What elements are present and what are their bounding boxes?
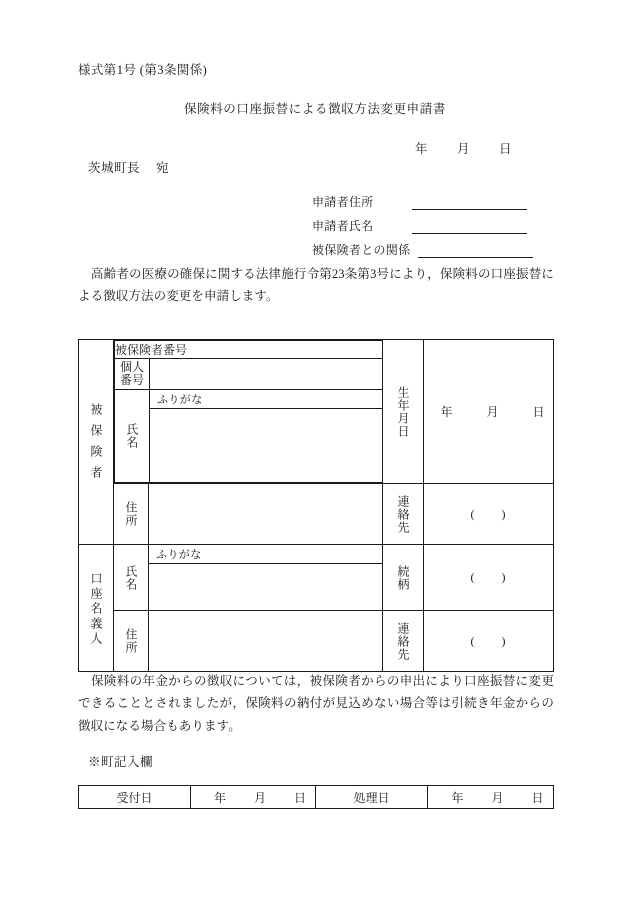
office-use-table [78, 785, 554, 809]
reception-date-label-text: 受付日 [116, 790, 153, 805]
relationship-input[interactable] [424, 545, 554, 611]
applicant-name-label: 申請者氏名 [312, 219, 374, 233]
insured-contact-label-cell [383, 484, 424, 545]
account-holder-name-input[interactable] [149, 564, 382, 606]
account-holder-furigana-label[interactable]: ふりがな [149, 545, 382, 564]
birth-date-value-cell[interactable] [424, 340, 554, 484]
account-holder-contact-label: 連絡先 [396, 621, 410, 661]
reception-date-input[interactable] [191, 786, 316, 809]
relationship-label: 続柄 [396, 564, 410, 591]
date-month-label: 月 [457, 142, 470, 156]
account-holder-address-label-cell [114, 611, 149, 672]
date-line [415, 139, 512, 157]
insured-contact-paren-open: ( [470, 506, 476, 521]
applicant-relationship-label: 被保険者との関係 [312, 243, 411, 257]
account-holder-contact-label-cell [383, 611, 424, 672]
reception-date-label [79, 786, 191, 809]
birth-date-label-cell [383, 340, 424, 484]
addressee-suffix: 宛 [156, 161, 170, 175]
individual-number-label-line2: 番号 [119, 373, 144, 387]
insured-furigana-label[interactable]: ふりがな [150, 390, 382, 409]
applicant-name-input[interactable] [412, 220, 527, 234]
insured-contact-paren-close: ) [501, 506, 507, 521]
birth-date-label: 生年月日 [396, 385, 410, 438]
table-row-insured-identity [79, 340, 554, 484]
table-row-insured-address [79, 484, 554, 545]
insured-contact-paren [471, 507, 507, 522]
relationship-label-cell [383, 545, 424, 611]
applicant-address-input[interactable] [412, 196, 527, 210]
insured-address-label: 住所 [124, 501, 138, 527]
account-holder-address-label: 住所 [124, 628, 138, 654]
account-holder-name-label: 氏名 [124, 564, 138, 591]
section-label-insured [79, 340, 114, 545]
table-row-account-holder-name [79, 545, 554, 611]
relationship-paren-open: ( [470, 570, 476, 584]
subrow-insured-name [115, 390, 383, 483]
form-code: 様式第1号 (第3条関係) [78, 63, 208, 77]
insured-identity-group [114, 340, 383, 484]
applicant-details-table [78, 339, 554, 672]
individual-number-input[interactable] [150, 359, 383, 390]
processing-date-label [316, 786, 428, 809]
relationship-paren-close: ) [501, 570, 507, 584]
insured-number-label: 被保険者番号 [115, 343, 188, 357]
addressee [88, 158, 169, 176]
applicant-name-row [312, 217, 533, 234]
section-label-account-holder-text: 口座名義人 [89, 572, 103, 647]
applicant-relationship-row [312, 241, 533, 258]
relationship-paren [471, 570, 507, 585]
insured-name-label: 氏名 [125, 423, 139, 449]
page-title: 保険料の口座振替による徴収方法変更申請書 [183, 102, 446, 116]
section-label-insured-text: 被保険者 [89, 402, 103, 487]
account-holder-contact-paren-close: ) [501, 633, 507, 648]
birth-day-label: 日 [532, 405, 545, 419]
applicant-block [312, 193, 533, 265]
account-holder-contact-paren [471, 634, 507, 649]
section-label-account-holder [79, 545, 114, 672]
processing-year-label: 年 [451, 790, 464, 805]
insured-name-field-group [150, 390, 383, 483]
insured-address-label-cell [114, 484, 149, 545]
applicant-address-label: 申請者住所 [312, 195, 374, 209]
processing-date-input[interactable] [428, 786, 554, 809]
account-holder-address-input[interactable] [149, 611, 383, 672]
applicant-relationship-input[interactable] [418, 244, 533, 258]
account-holder-name-label-cell [114, 545, 149, 611]
date-day-label: 日 [499, 142, 512, 156]
insured-identity-subtable [114, 340, 383, 483]
insured-name-input[interactable] [150, 409, 382, 477]
subrow-individual-number [115, 359, 383, 390]
birth-month-label: 月 [486, 405, 499, 419]
insured-number-cell[interactable] [115, 341, 383, 359]
reception-year-label: 年 [213, 790, 226, 805]
notice-paragraph: 保険料の年金からの徴収については，被保険者からの申出により口座振替に変更できることとされましたが，保険料の納付が見込めない場合等は引続き年金からの徴収になる場合もあります。 [78, 674, 554, 733]
request-paragraph: 高齢者の医療の確保に関する法律施行令第23条第3号により，保険料の口座振替による徴収方法の変更を申請します。 [78, 267, 554, 304]
processing-date-label-text: 処理日 [353, 790, 390, 805]
table-row [79, 786, 554, 809]
office-use-note: ※町記入欄 [88, 755, 154, 769]
insured-address-input[interactable] [149, 484, 383, 545]
processing-month-label: 月 [491, 790, 504, 805]
account-holder-contact-paren-open: ( [470, 633, 476, 648]
reception-month-label: 月 [253, 790, 266, 805]
account-holder-name-field-group [149, 545, 383, 611]
applicant-address-row [312, 193, 533, 210]
reception-day-label: 日 [293, 790, 306, 805]
account-holder-contact-input[interactable] [424, 611, 554, 672]
insured-contact-input[interactable] [424, 484, 554, 545]
subrow-insured-number [115, 341, 383, 359]
insured-name-label-cell [115, 390, 150, 483]
individual-number-label-line1: 個人 [119, 359, 144, 374]
table-row-account-holder-address [79, 611, 554, 672]
addressee-name: 茨城町長 [88, 161, 141, 175]
individual-number-label [115, 359, 150, 390]
date-year-label: 年 [415, 142, 428, 156]
insured-contact-label: 連絡先 [396, 494, 410, 534]
birth-year-label: 年 [440, 405, 453, 419]
processing-day-label: 日 [531, 790, 544, 805]
